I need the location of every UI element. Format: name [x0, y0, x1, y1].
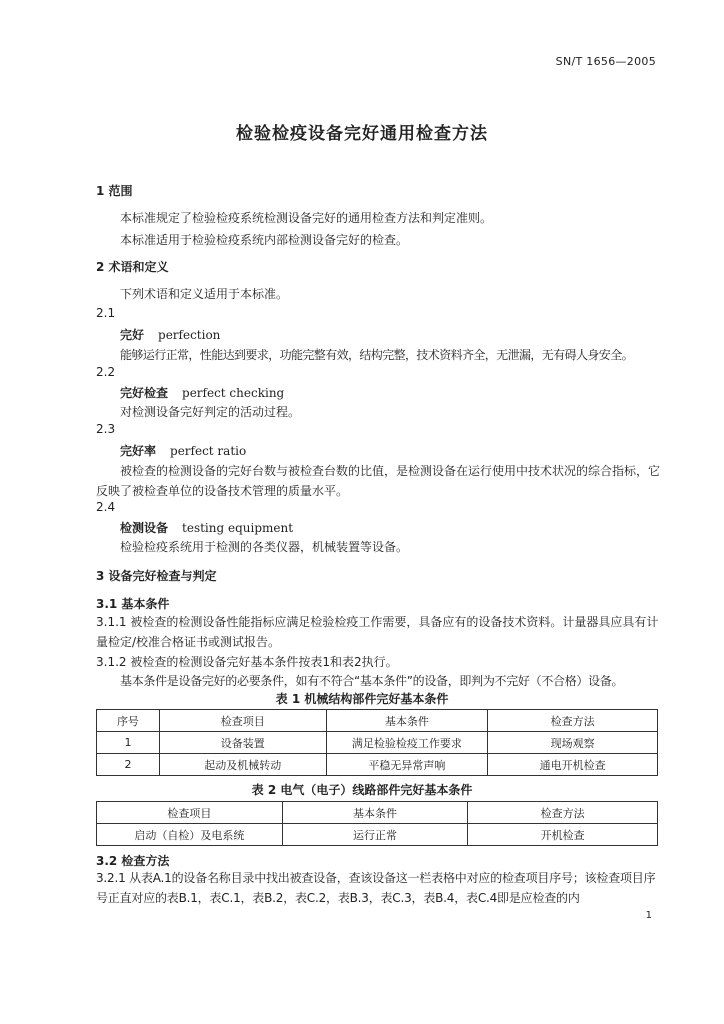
- term-definition: 检验检疫系统用于检测的各类仪器，机械装置等设备。: [120, 540, 409, 554]
- table-cell: 现场观察: [488, 732, 658, 754]
- table-1: [96, 709, 658, 776]
- table-header-cell: 基本条件: [326, 710, 488, 732]
- term-english: perfection: [158, 328, 221, 342]
- term-english: perfect checking: [182, 386, 285, 400]
- table-header-row: [97, 802, 658, 824]
- section-2-heading: 2 术语和定义: [96, 260, 169, 274]
- term-definition: 对检测设备完好判定的活动过程。: [120, 405, 301, 419]
- document-title: 检验检疫设备完好通用检查方法: [236, 124, 488, 144]
- term-entry: [120, 326, 220, 343]
- table-row: [97, 754, 658, 776]
- table-header-cell: 序号: [97, 710, 160, 732]
- section-2-intro: 下列术语和定义适用于本标准。: [120, 287, 289, 301]
- clause-number: 2.4: [96, 500, 116, 514]
- table-cell: 起动及机械转动: [159, 754, 326, 776]
- table-1-caption: 表 1 机械结构部件完好基本条件: [275, 692, 449, 706]
- term-chinese: 检测设备: [120, 521, 169, 535]
- table-header-cell: 基本条件: [282, 802, 468, 824]
- section-1-paragraph: 本标准适用于检验检疫系统内部检测设备完好的检查。: [120, 233, 409, 247]
- table-header-cell: 检查方法: [468, 802, 658, 824]
- table-cell: 2: [97, 754, 160, 776]
- clause-3-1-2: 3.1.2 被检查的检测设备完好基本条件按表1和表2执行。: [96, 655, 398, 669]
- term-chinese: 完好率: [120, 444, 157, 458]
- clause-number: 2.3: [96, 422, 116, 436]
- term-entry: [120, 384, 284, 401]
- table-cell: 开机检查: [468, 824, 658, 846]
- term-english: perfect ratio: [170, 444, 247, 458]
- table-cell: 1: [97, 732, 160, 754]
- table-cell: 设备装置: [159, 732, 326, 754]
- subsection-3-2-heading: 3.2 检查方法: [96, 854, 170, 868]
- clause-3-1-1: 3.1.1 被检查的检测设备性能指标应满足检验检疫工作需要，具备应有的设备技术资料。计量器具应具有计量检定/校准合格证书或测试报告。: [96, 615, 659, 649]
- term-definition: 能够运行正常，性能达到要求，功能完整有效，结构完整，技术资料齐全，无泄漏，无有碍人身安全。: [120, 348, 634, 362]
- term-chinese: 完好: [120, 328, 145, 342]
- table-cell: 平稳无异常声响: [326, 754, 488, 776]
- table-cell: 运行正常: [282, 824, 468, 846]
- term-entry: [120, 442, 246, 459]
- section-1-paragraph: 本标准规定了检验检疫系统检测设备完好的通用检查方法和判定准则。: [120, 211, 493, 225]
- clause-number: 2.2: [96, 365, 116, 379]
- table-header-cell: 检查项目: [159, 710, 326, 732]
- table-cell: 通电开机检查: [488, 754, 658, 776]
- table-2-caption: 表 2 电气（电子）线路部件完好基本条件: [251, 783, 473, 797]
- section-1-heading: 1 范围: [96, 184, 133, 198]
- clause-3-2-1: 3.2.1 从表A.1的设备名称目录中找出被查设备，查该设备这一栏表格中对应的检查项目序号；该检查项目序号正直对应的表B.1，表C.1，表B.2，表C.2，表B.3，表C.3，表B.4，表C.4即是应检查的内: [96, 871, 656, 905]
- standard-number: SN/T 1656—2005: [555, 55, 656, 68]
- clause-3-1-2-note: 基本条件是设备完好的必要条件，如有不符合“基本条件”的设备，即判为不完好（不合格）设备。: [120, 674, 624, 688]
- term-definition: 被检查的检测设备的完好台数与被检查台数的比值，是检测设备在运行使用中技术状况的综合指标，它反映了被检查单位的设备技术管理的质量水平。: [96, 464, 661, 498]
- table-row: [97, 732, 658, 754]
- table-cell: 满足检验检疫工作要求: [326, 732, 488, 754]
- table-header-row: [97, 710, 658, 732]
- term-english: testing equipment: [182, 521, 294, 535]
- term-chinese: 完好检查: [120, 386, 169, 400]
- section-3-heading: 3 设备完好检查与判定: [96, 569, 217, 583]
- table-row: [97, 824, 658, 846]
- table-cell: 启动（自检）及电系统: [97, 824, 283, 846]
- table-header-cell: 检查方法: [488, 710, 658, 732]
- term-entry: [120, 519, 293, 536]
- subsection-3-1-heading: 3.1 基本条件: [96, 597, 170, 611]
- table-header-cell: 检查项目: [97, 802, 283, 824]
- clause-number: 2.1: [96, 306, 116, 320]
- page-number: 1: [645, 910, 652, 921]
- table-2: [96, 801, 658, 846]
